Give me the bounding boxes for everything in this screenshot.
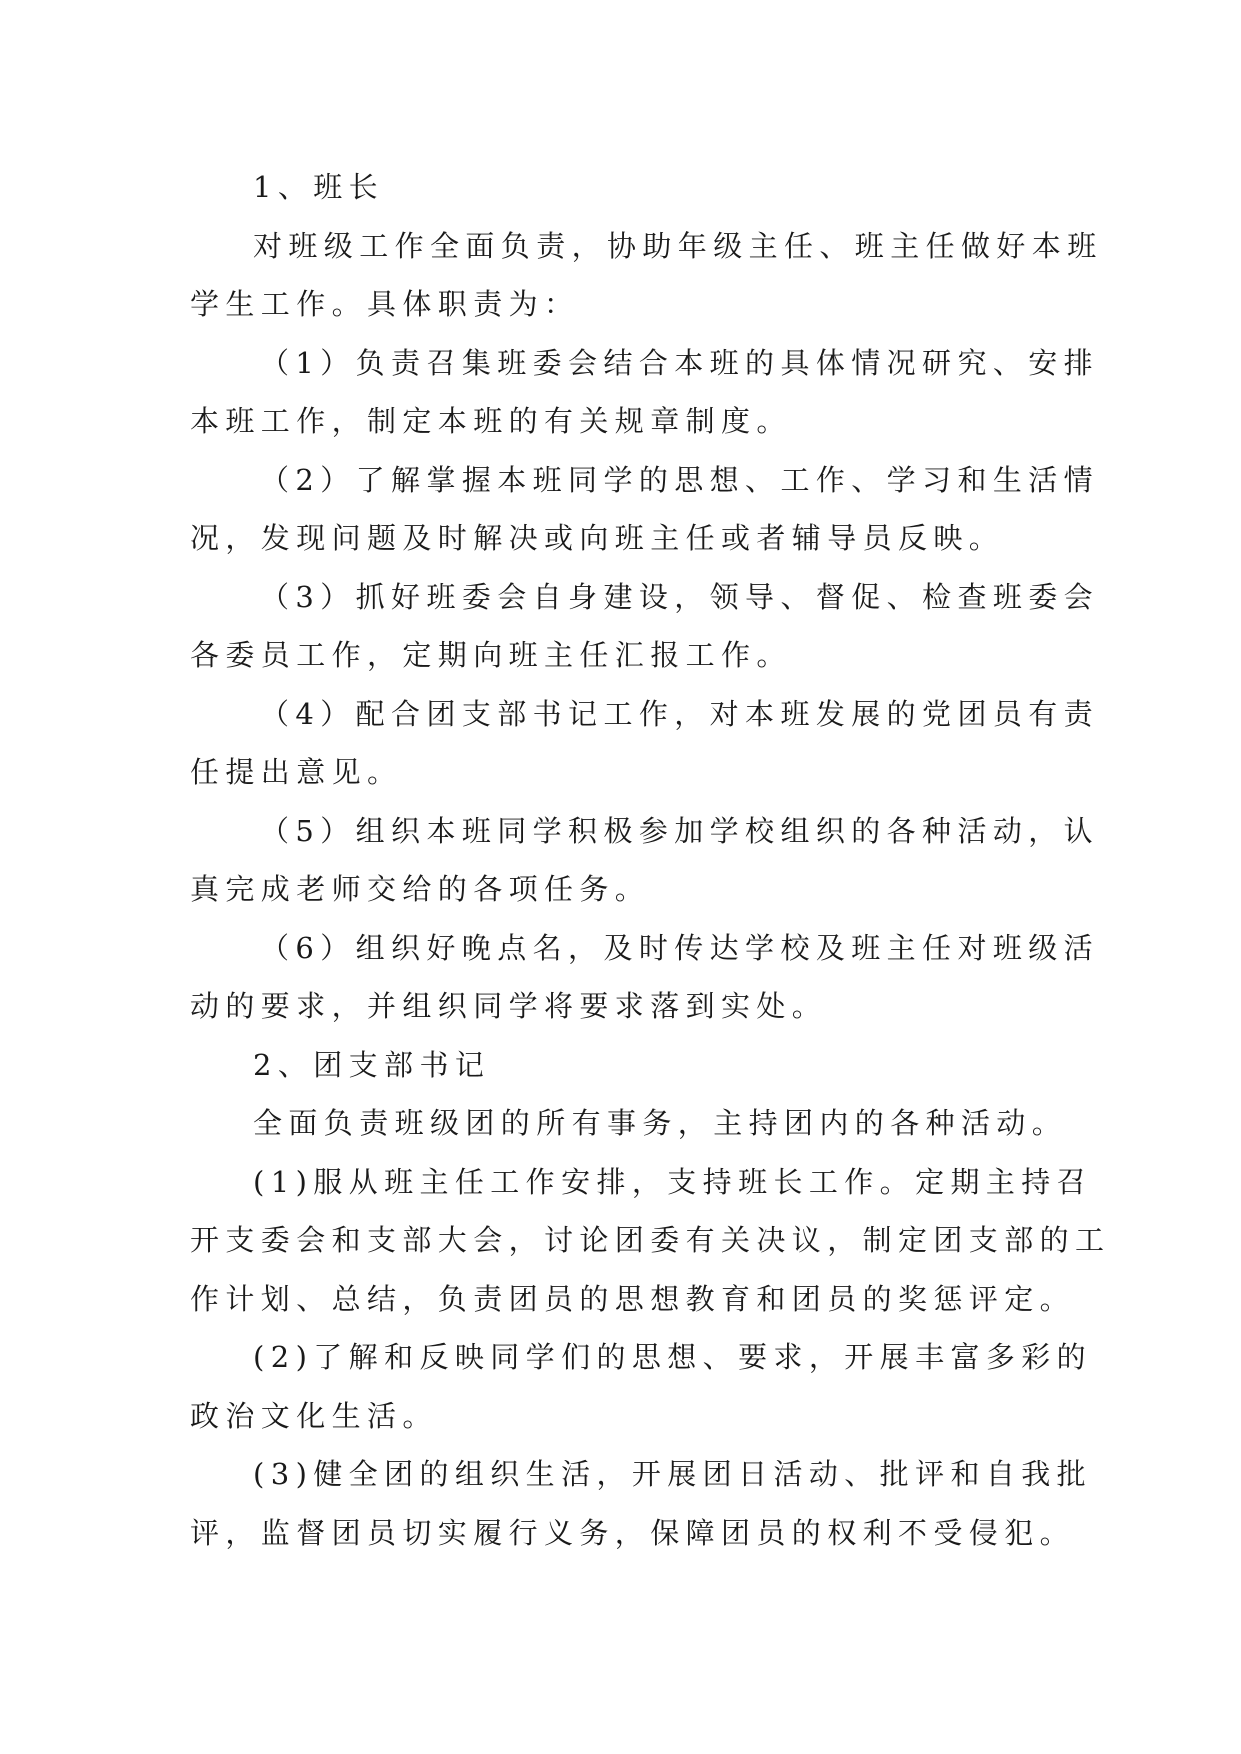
list-item-line: （6）组织好晚点名，及时传达学校及班主任对班级活 <box>260 930 1100 965</box>
list-item-line: 政治文化生活。 <box>190 1398 438 1433</box>
paragraph-line: 学生工作。具体职责为： <box>190 287 580 321</box>
list-item-line: 开支委会和支部大会，讨论团委有关决议，制定团支部的工 <box>190 1223 1111 1257</box>
list-item-line: （4）配合团支部书记工作，对本班发展的党团员有责 <box>260 696 1100 731</box>
list-item-line: (1)服从班主任工作安排，支持班长工作。定期主持召 <box>253 1164 1093 1199</box>
paragraph-line: 对班级工作全面负责，协助年级主任、班主任做好本班 <box>253 228 1103 263</box>
paragraph-line: 全面负责班级团的所有事务，主持团内的各种活动。 <box>253 1106 1068 1140</box>
list-item-line: 评，监督团员切实履行义务，保障团员的权利不受侵犯。 <box>190 1515 1076 1550</box>
document-body <box>190 158 1111 1562</box>
list-item-line: 本班工作，制定本班的有关规章制度。 <box>190 404 792 438</box>
list-item-line: 各委员工作，定期向班主任汇报工作。 <box>190 638 792 672</box>
list-item-line: （5）组织本班同学积极参加学校组织的各种活动，认 <box>260 813 1100 848</box>
list-item-line: (2)了解和反映同学们的思想、要求，开展丰富多彩的 <box>253 1340 1093 1374</box>
list-item-line: 任提出意见。 <box>190 755 403 789</box>
list-item-line: 动的要求，并组织同学将要求落到实处。 <box>190 989 828 1023</box>
list-item-line: 真完成老师交给的各项任务。 <box>190 872 651 906</box>
list-item-line: (3)健全团的组织生活，开展团日活动、批评和自我批 <box>253 1457 1093 1491</box>
list-item-line: 作计划、总结，负责团员的思想教育和团员的奖惩评定。 <box>190 1281 1076 1316</box>
section-heading-league-secretary: 2、团支部书记 <box>253 1047 491 1082</box>
list-item-line: （3）抓好班委会自身建设，领导、督促、检查班委会 <box>260 579 1100 614</box>
list-item-line: （2）了解掌握本班同学的思想、工作、学习和生活情 <box>260 462 1100 497</box>
list-item-line: （1）负责召集班委会结合本班的具体情况研究、安排 <box>260 345 1100 380</box>
list-item-line: 况，发现问题及时解决或向班主任或者辅导员反映。 <box>190 521 1005 555</box>
section-heading-class-monitor: 1、班长 <box>253 170 385 204</box>
